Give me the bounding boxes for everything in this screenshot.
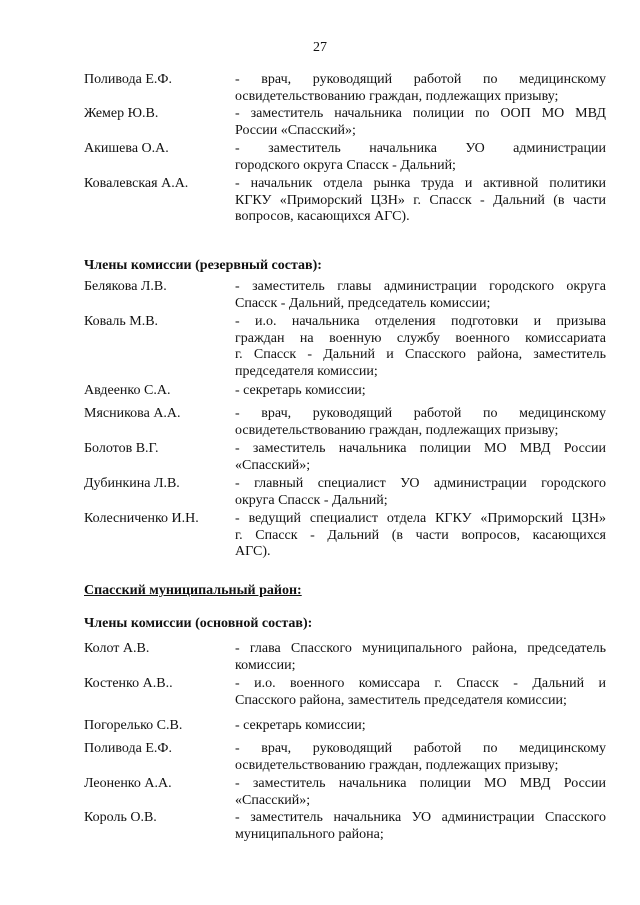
member-role [235,476,606,509]
member-role-line: г. Спасск - Дальний (в части вопросов, касающихся [235,527,606,543]
member-name: Костенко А.В.. [84,676,173,691]
member-role-line: - и.о. военного комиссара г. Спасск - Дальний и [235,676,606,691]
member-role-line: вопросов, касающихся АГС). [235,209,410,224]
member-role-line: Спасского района, заместитель председателя комиссии; [235,692,567,708]
member-role-line: «Спасский»; [235,457,311,473]
member-role [235,441,606,474]
member-name: Дубинкина Л.В. [84,476,180,491]
member-role-line: округа Спасск - Дальний; [235,492,388,508]
member-role [235,810,606,843]
heading-main-members: Члены комиссии (основной состав): [84,616,313,631]
member-name: Белякова Л.В. [84,279,167,294]
member-role-line: - заместитель начальника УО администрации Спасского [235,810,606,825]
member-name: Акишева О.А. [84,141,169,156]
member-role [235,72,606,105]
member-role [235,741,606,774]
member-role-line: - заместитель начальника УО администрации [235,141,606,156]
member-role-line: - заместитель начальника полиции по ООП МО МВД [235,106,606,121]
member-role-line: АГС). [235,544,271,559]
member-role-line: освидетельствованию граждан, подлежащих призыву; [235,422,559,438]
heading-reserve-members: Члены комиссии (резервный состав): [84,258,322,273]
member-name: Ковалевская А.А. [84,176,189,191]
member-role [235,511,606,561]
member-name: Погорелько С.В. [84,718,183,733]
member-name: Поливода Е.Ф. [84,741,172,756]
member-role-line: - глава Спасского муниципального района, председатель [235,641,606,656]
member-role-line: - начальник отдела рынка труда и активной политики [235,176,606,191]
member-role-line: граждан на военную службу военного комиссариата [235,330,606,346]
member-role-line: КГКУ «Приморский ЦЗН» г. Спасск - Дальний (в части [235,192,606,208]
member-name: Мясникова А.А. [84,406,181,421]
member-role-line: освидетельствованию граждан, подлежащих призыву; [235,757,559,773]
page-number: 27 [313,40,327,55]
member-role-line: - и.о. начальника отделения подготовки и призыва [235,314,606,329]
member-role-line: - секретарь комиссии; [235,383,366,398]
member-name: Поливода Е.Ф. [84,72,172,87]
member-role-line: городского округа Спасск - Дальний; [235,157,456,173]
member-role-line: председателя комиссии; [235,363,378,379]
member-role-line: г. Спасск - Дальний и Спасского района, заместитель [235,347,606,362]
member-role [235,383,606,400]
member-role [235,314,606,380]
member-name: Король О.В. [84,810,157,825]
member-role-line: - главный специалист УО администрации городского [235,476,606,491]
member-role-line: - врач, руководящий работой по медицинскому [235,406,606,421]
member-role-line: - заместитель начальника полиции МО МВД России [235,776,606,791]
member-role-line: - секретарь комиссии; [235,718,366,733]
member-role-line: освидетельствованию граждан, подлежащих призыву; [235,88,559,104]
member-name: Болотов В.Г. [84,441,159,456]
member-role [235,176,606,226]
member-role [235,776,606,809]
member-role-line: - заместитель главы администрации городского округа [235,279,606,294]
member-name: Жемер Ю.В. [84,106,159,121]
member-role-line: - ведущий специалист отдела КГКУ «Приморский ЦЗН» [235,511,606,526]
member-role-line: России «Спасский»; [235,122,356,138]
member-role-line: комиссии; [235,657,296,673]
member-role-line: - врач, руководящий работой по медицинскому [235,741,606,756]
heading-district: Спасский муниципальный район: [84,583,302,598]
member-role [235,106,606,139]
member-role [235,641,606,674]
member-role [235,406,606,439]
member-name: Колот А.В. [84,641,150,656]
member-role-line: - заместитель начальника полиции МО МВД России [235,441,606,456]
member-name: Колесниченко И.Н. [84,511,199,526]
member-role [235,141,606,174]
member-role [235,676,606,709]
member-role [235,279,606,312]
member-role-line: - врач, руководящий работой по медицинскому [235,72,606,87]
member-name: Коваль М.В. [84,314,159,329]
member-role [235,718,606,735]
member-role-line: Спасск - Дальний, председатель комиссии; [235,295,491,311]
member-role-line: муниципального района; [235,826,384,842]
member-name: Авдеенко С.А. [84,383,171,398]
member-role-line: «Спасский»; [235,792,311,808]
member-name: Леоненко А.А. [84,776,172,791]
